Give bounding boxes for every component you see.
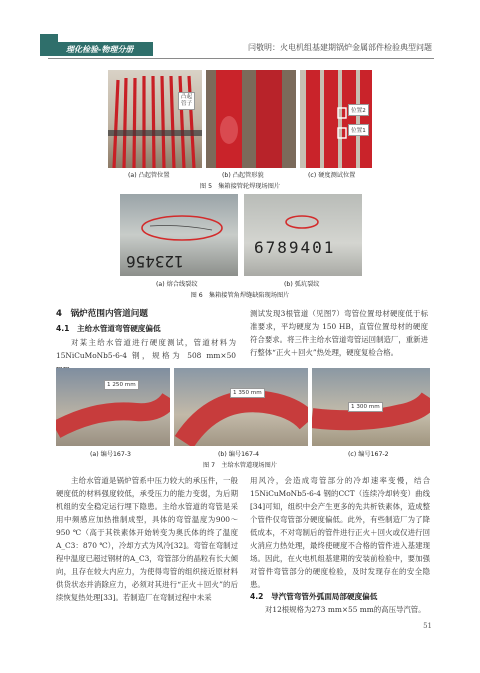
fig5a-caption: (a) 凸起管位置 (128, 172, 170, 179)
figure5-photo-a (108, 70, 202, 168)
stamp-left: 123456 (126, 252, 184, 271)
figure7-photo-c (312, 368, 430, 446)
section41-heading: 4.1 主给水管道弯管硬度偏低 (56, 324, 161, 333)
journal-logo: 理化检验-物理分册 (66, 45, 134, 54)
section42-para: 对12根规格为273 mm×55 mm的高压导汽管。 (265, 605, 426, 614)
figure5-title: 图 5 集箱接管轮焊现场图片 (199, 183, 281, 190)
figure5-photo-b (206, 70, 296, 168)
figure5-photo-c (300, 70, 372, 168)
dim-167-3: 1 250 mm (104, 380, 139, 390)
fig6a-caption: (a) 熔合线裂纹 (156, 281, 198, 288)
figure6-title: 图 6 集箱接管角焊缝缺陷现场图片 (190, 292, 290, 299)
stamp-right: 6789401 (254, 238, 336, 257)
pipe-167-4-image (174, 368, 308, 446)
section41-para-right: 测试发现3根管道（见图7）弯管位置母材硬度低于标准要求，平均硬度为 150 HB，直管位置母材的硬度符合要求。将三件主给水管道弯管运回制造厂，重新进行整体“正火＋回火”热处理，硬度复检合格。 (250, 309, 428, 357)
fig7a-caption: (a) 编号167-3 (90, 451, 131, 458)
position2-label: 位置2 (348, 104, 369, 116)
section42-heading: 4.2 导汽管弯管外弧面局部硬度偏低 (250, 592, 378, 601)
header-rule (48, 58, 434, 59)
fig6b-caption: (b) 弧坑裂纹 (284, 281, 320, 288)
figure7-title: 图 7 主给水管道现场图片 (203, 462, 277, 469)
hardness-test-image (300, 70, 372, 168)
dim-167-4: 1 350 mm (230, 388, 265, 398)
page-number: 51 (423, 622, 432, 630)
bulge-label: 凸起 管子 (178, 92, 195, 110)
figure6-photo-b (244, 194, 362, 276)
crater-crack-image (244, 194, 362, 276)
fig7b-caption: (b) 编号167-4 (218, 451, 260, 458)
bulge-tube-image (206, 70, 296, 168)
body-right-paragraph: 用风冷，会造成弯管部分的冷却速率变慢，结合15NiCuMoNb5-6-4 钢的CCT（连续冷却转变）曲线[34]可知，组织中会产生更多的先共析铁素体，造成整个管件仅弯管部分硬度偏低。此外，有些制造厂为了降低成本，不对弯制后的管件进行正火＋回火或仅进行回火消应力热处理，最终使硬度不合格的管件进入基建现场。因此，在火电机组基建期的安装前检验中，要加强对管件弯管部分的硬度检验，及时发现存在的安全隐患。 (250, 476, 430, 589)
section41-para-left: 对某主给水管道进行硬度测试，管道材料为15NiCuMoNb5-6-4 钢，规格为 508 mm×50 (56, 338, 236, 360)
fig5b-caption: (b) 凸起管形貌 (222, 172, 264, 179)
body-left-paragraph: 主给水管道是锅炉管系中压力较大的承压件，一般硬度低的材料强度较低，承受压力的能力变弱，为后期机组的安全稳定运行埋下隐患。主给水管道的弯管是采用中频感应加热推制成型，具体的弯管温度为900～950 ℃（高于其铁素体开始转变为奥氏体的终了温度A_C3：870 ℃），冷却方式为风冷[32]。弯管在弯制过程中温度已超过钢材的A_C3，弯管部分的晶粒有长大倾向，且存在较大内应力，为使得弯管的组织接近原材料供货状态并消除应力，必须对其进行“正火＋回火”的后续恢复热处理[33]。若制造厂在弯制过程中未采 (56, 476, 238, 602)
figure7-photo-a (56, 368, 170, 446)
section4-heading: 4 锅炉范围内管道问题 (56, 309, 148, 319)
fig5c-caption: (c) 硬度测试位置 (308, 172, 356, 179)
running-title: 闫敬明：火电机组基建期锅炉金属部件检验典型问题 (248, 43, 432, 52)
figure7-photo-b (174, 368, 308, 446)
position1-label: 位置1 (348, 124, 369, 136)
red-tubes-image (108, 70, 202, 168)
fig7c-caption: (c) 编号167-2 (348, 451, 389, 458)
dim-167-2: 1 300 mm (348, 402, 383, 412)
figure6-photo-a (120, 194, 238, 276)
